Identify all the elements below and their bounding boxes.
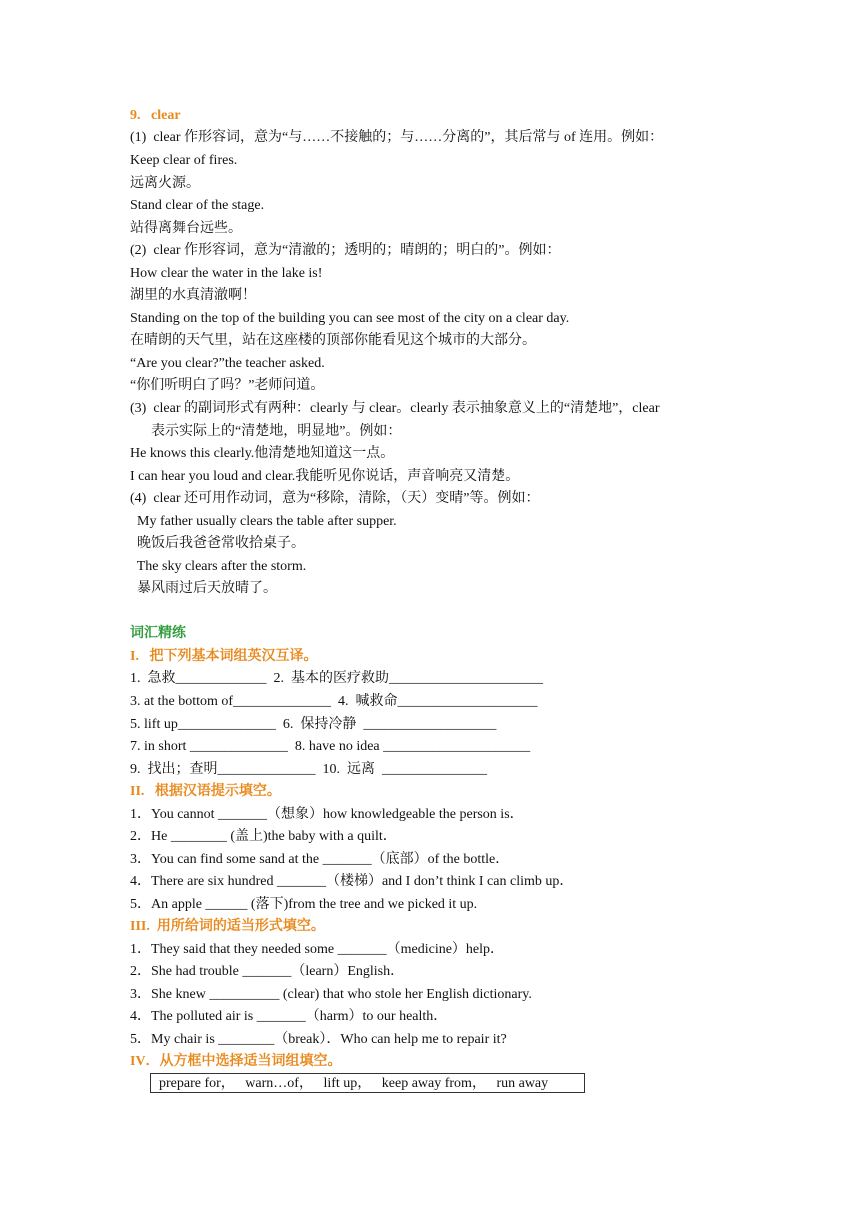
word-box-text: prepare for， warn…of， lift up， keep away from， run away (159, 1076, 549, 1091)
text-line: He knows this clearly.他清楚地知道这一点。 (130, 446, 395, 461)
word-box (150, 1073, 585, 1093)
exercise-item: 1. 急救_____________ 2. 基本的医疗救助______________________ (130, 671, 543, 686)
text-line: 站得离舞台远些。 (130, 221, 242, 236)
text-line: 表示实际上的“清楚地，明显地”。例如： (130, 424, 402, 439)
text-line: My father usually clears the table after supper. (130, 514, 397, 529)
exercise-item: 5. lift up______________ 6. 保持冷静 ___________________ (130, 717, 497, 732)
exercise-item: 3．You can find some sand at the _______（底部）of the bottle． (130, 852, 510, 867)
text-line: Stand clear of the stage. (130, 198, 265, 213)
text-line: “Are you clear?”the teacher asked. (130, 356, 325, 371)
text-line: How clear the water in the lake is! (130, 266, 323, 281)
part2-heading: II. 根据汉语提示填空。 (130, 784, 281, 799)
exercise-item: 3. at the bottom of______________ 4. 喊救命____________________ (130, 694, 538, 709)
text-line: 远离火源。 (130, 176, 200, 191)
text-line: The sky clears after the storm. (130, 559, 307, 574)
part3-heading: III. 用所给词的适当形式填空。 (130, 919, 325, 934)
text-line: (2) clear 作形容词，意为“清澈的；透明的；晴朗的；明白的”。例如： (130, 243, 561, 258)
part1-heading: I. 把下列基本词组英汉互译。 (130, 649, 318, 664)
exercise-item: 7. in short ______________ 8. have no idea _____________________ (130, 739, 531, 754)
text-line: Keep clear of fires. (130, 153, 238, 168)
exercise-item: 1．They said that they needed some _______（medicine）help． (130, 942, 505, 957)
exercise-item: 2．She had trouble _______（learn）English． (130, 964, 405, 979)
exercise-item: 4．There are six hundred _______（楼梯）and I don’t think I can climb up． (130, 874, 574, 889)
text-line: I can hear you loud and clear.我能听见你说话，声音响亮又清楚。 (130, 469, 520, 484)
exercise-item: 4．The polluted air is _______（harm）to our health． (130, 1009, 448, 1024)
text-line: (4) clear 还可用作动词，意为“移除，清除，（天）变晴”等。例如： (130, 491, 540, 506)
exercise-item: 2．He ________ (盖上)the baby with a quilt． (130, 829, 397, 844)
text-line: (1) clear 作形容词，意为“与……不接触的；与……分离的”，其后常与 of 连用。例如： (130, 130, 664, 145)
exercise-item: 9. 找出；查明______________ 10. 远离 _______________ (130, 762, 487, 777)
exercise-item: 1．You cannot _______（想象）how knowledgeable the person is． (130, 807, 524, 822)
text-line: 在晴朗的天气里，站在这座楼的顶部你能看见这个城市的大部分。 (130, 333, 536, 348)
text-line: “你们听明白了吗？”老师问道。 (130, 378, 325, 393)
practice-title: 词汇精练 (130, 626, 186, 641)
text-line: (3) clear 的副词形式有两种：clearly 与 clear。clearly 表示抽象意义上的“清楚地”，clear (130, 401, 660, 416)
part4-heading: IV．从方框中选择适当词组填空。 (130, 1054, 342, 1069)
exercise-item: 5．My chair is ________（break）．Who can help me to repair it? (130, 1032, 507, 1047)
exercise-item: 5．An apple ______ (落下)from the tree and we picked it up. (130, 897, 478, 912)
text-line: 晚饭后我爸爸常收拾桌子。 (130, 536, 305, 551)
text-line: Standing on the top of the building you can see most of the city on a clear day. (130, 311, 570, 326)
exercise-item: 3．She knew __________ (clear) that who stole her English dictionary. (130, 987, 532, 1002)
text-line: 湖里的水真清澈啊！ (130, 288, 256, 303)
text-line: 暴风雨过后天放晴了。 (130, 581, 277, 596)
section-heading: 9. clear (130, 108, 181, 123)
